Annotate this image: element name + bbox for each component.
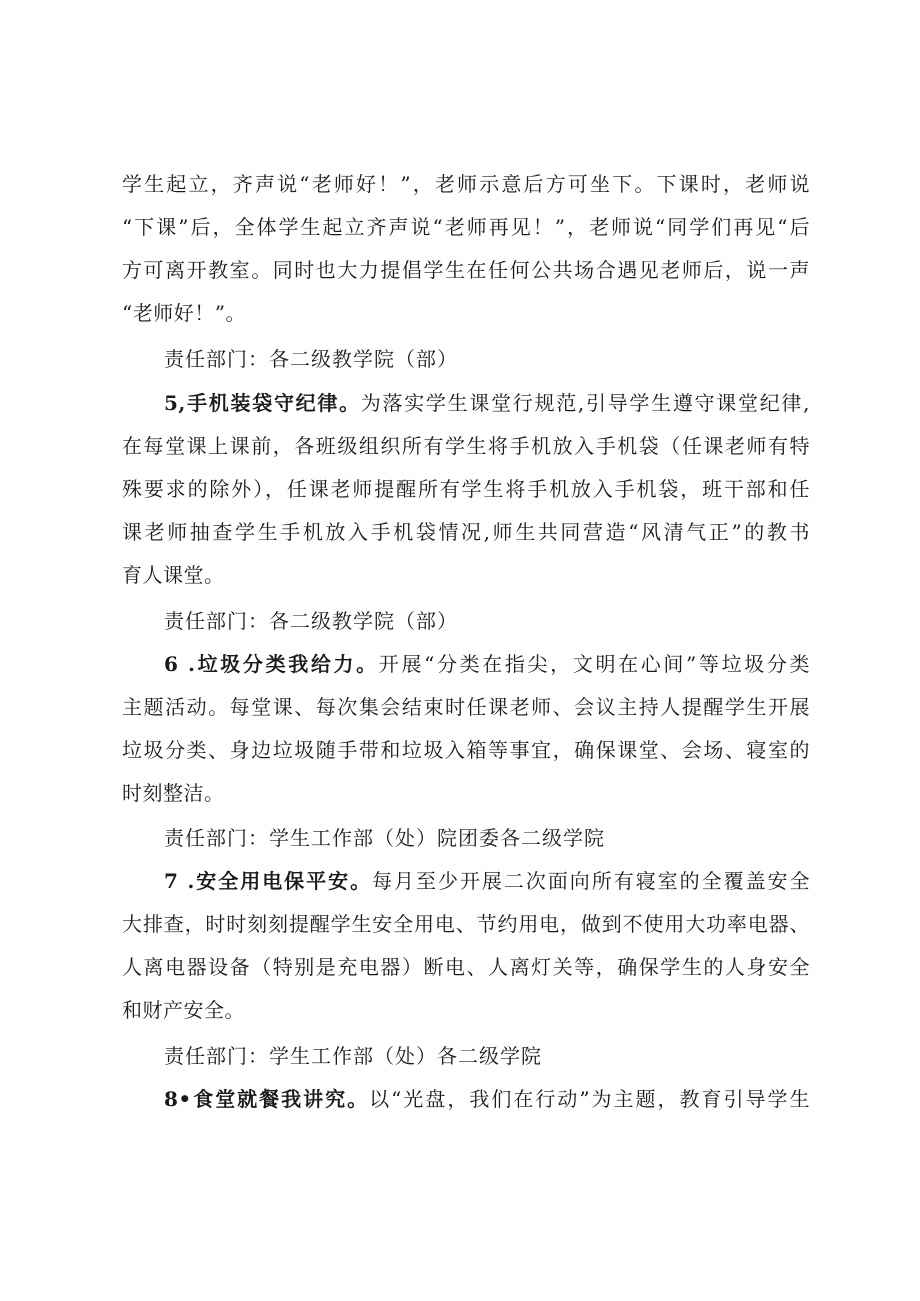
item-text: 每月至少开展二次面向所有寝室的全覆盖安全 [372,869,811,893]
paragraph-line: 和财产安全。 [122,998,245,1022]
paragraph-line: 学生起立，齐声说“老师好！”，老师示意后方可坐下。下课时，老师说 [122,172,810,196]
paragraph-line: “老师好！”。 [122,301,246,325]
paragraph-line: 人离电器设备（特别是充电器）断电、人离灯关等，确保学生的人身安全 [122,955,810,979]
responsible-department: 责任部门：各二级教学院（部） [164,347,458,371]
responsible-department: 责任部门：学生工作部（处）各二级学院 [164,1044,542,1068]
paragraph-first-line [122,860,810,903]
paragraph-line: 方可离开教室。同时也大力提倡学生在任何公共场合遇见老师后，说一声 [122,258,810,282]
item-text: 为落实学生课堂行规范,引导学生遵守课堂纪律, [360,391,810,415]
paragraph-first-line [122,1078,810,1121]
item-text: 开展“分类在指尖，文明在心间”等垃圾分类 [378,652,810,676]
item-heading: 5,手机装袋守纪律。 [164,391,361,415]
item-text: 以“光盘，我们在行动”为主题，教育引导学生 [369,1087,810,1111]
paragraph-line: 时刻整洁。 [122,781,225,805]
paragraph-first-line [122,643,810,686]
item-heading: 6 .垃圾分类我给力。 [164,652,379,676]
paragraph-line: 在每堂课上课前，各班级组织所有学生将手机放入手机袋（任课老师有特 [122,434,810,458]
paragraph-line: 育人课堂。 [122,563,225,587]
paragraph-line: 课老师抽查学生手机放入手机袋情况,师生共同营造“风清气正”的教书 [122,520,810,544]
paragraph-line: 主题活动。每堂课、每次集会结束时任课老师、会议主持人提醒学生开展 [122,695,810,719]
item-6-paragraph [122,643,810,815]
responsible-department: 责任部门：各二级教学院（部） [164,609,458,633]
item-heading: 8•食堂就餐我讲究。 [164,1087,370,1111]
item-7-paragraph [122,860,810,1032]
paragraph-line: 大排查，时时刻刻提醒学生安全用电、节约用电，做到不使用大功率电器、 [122,912,810,936]
item-5-paragraph [122,382,810,597]
responsible-department: 责任部门：学生工作部（处）院团委各二级学院 [164,826,605,850]
paragraph-line: 殊要求的除外），任课老师提醒所有学生将手机放入手机袋，班干部和任 [122,477,810,501]
item-8-paragraph [122,1078,810,1121]
paragraph-line: “下课”后，全体学生起立齐声说“老师再见！”，老师说“同学们再见“后 [122,215,810,239]
intro-paragraph [122,163,810,335]
item-heading: 7 .安全用电保平安。 [164,869,373,893]
paragraph-line: 垃圾分类、身边垃圾随手带和垃圾入箱等事宜，确保课堂、会场、寝室的 [122,738,810,762]
paragraph-first-line [122,382,810,425]
